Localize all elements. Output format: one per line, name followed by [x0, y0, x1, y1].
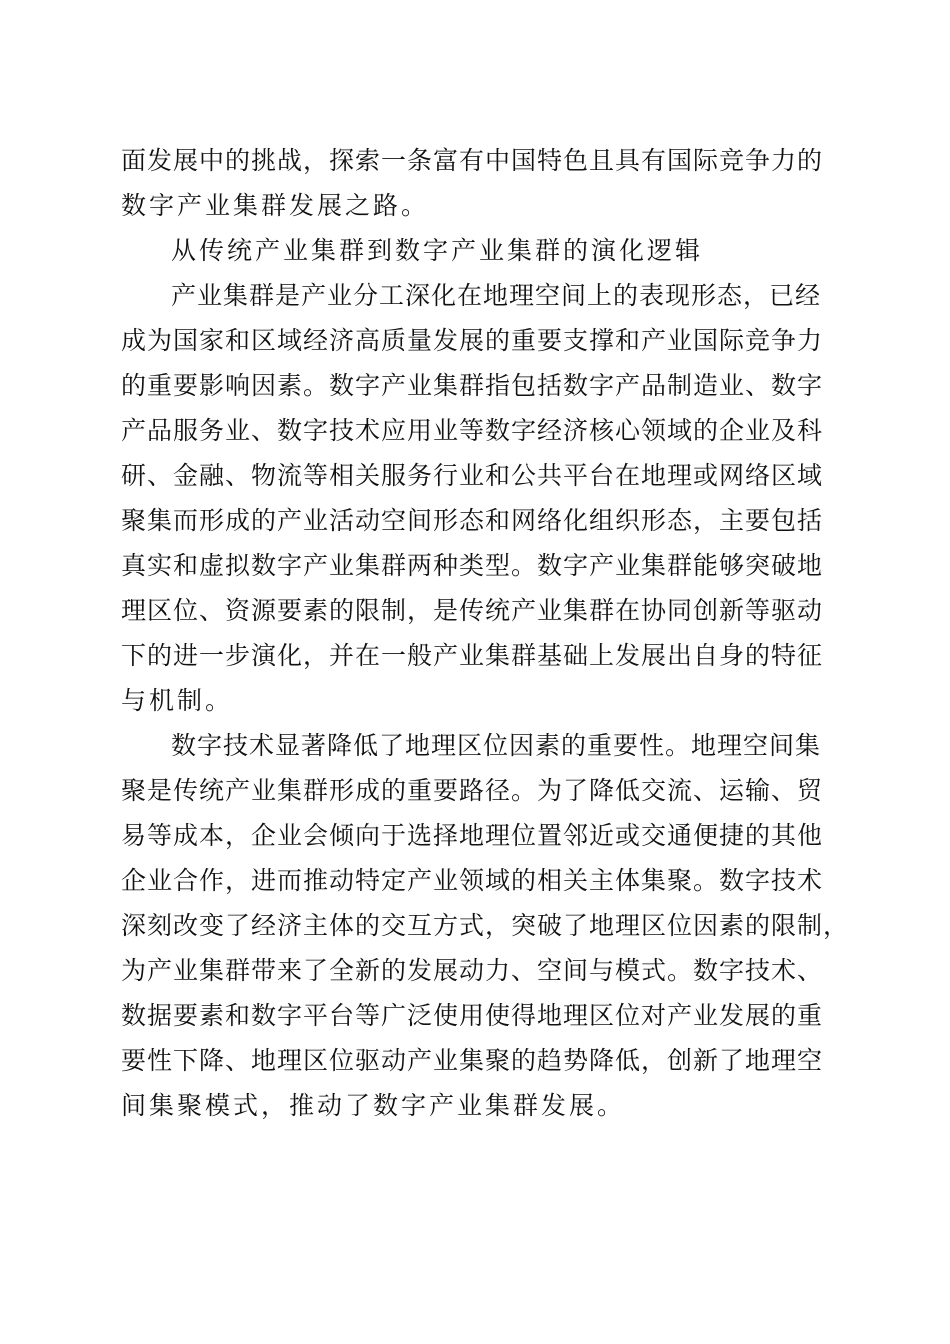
text-line: 真实和虚拟数字产业集群两种类型。数字产业集群能够突破地	[121, 551, 824, 580]
text-line: 为产业集群带来了全新的发展动力、空间与模式。数字技术、	[121, 956, 824, 985]
text-line: 成为国家和区域经济高质量发展的重要支撑和产业国际竞争力	[121, 326, 824, 355]
text-line: 研、金融、物流等相关服务行业和公共平台在地理或网络区域	[121, 461, 824, 490]
section-heading	[121, 228, 821, 273]
text-line: 数据要素和数字平台等广泛使用使得地理区位对产业发展的重	[121, 1001, 824, 1030]
text-line: 理区位、资源要素的限制，是传统产业集群在协同创新等驱动	[121, 596, 824, 625]
text-line: 面发展中的挑战，探索一条富有中国特色且具有国际竞争力的	[121, 146, 824, 175]
text-line: 聚是传统产业集群形成的重要路径。为了降低交流、运输、贸	[121, 776, 824, 805]
text-line: 企业合作，进而推动特定产业领域的相关主体集聚。数字技术	[121, 866, 824, 895]
paragraph	[121, 138, 824, 228]
text-line: 聚集而形成的产业活动空间形态和网络化组织形态，主要包括	[121, 506, 824, 535]
text-line: 产业集群是产业分工深化在地理空间上的表现形态，已经	[171, 281, 822, 310]
text-line: 从传统产业集群到数字产业集群的演化逻辑	[171, 236, 704, 265]
paragraph	[121, 273, 824, 723]
paragraph	[121, 723, 850, 1128]
text-line: 间集聚模式，推动了数字产业集群发展。	[121, 1091, 626, 1120]
text-line: 下的进一步演化，并在一般产业集群基础上发展出自身的特征	[121, 641, 824, 670]
text-line: 产品服务业、数字技术应用业等数字经济核心领域的企业及科	[121, 416, 824, 445]
text-line: 数字产业集群发展之路。	[121, 191, 430, 220]
document-page	[121, 138, 850, 1128]
text-line: 易等成本，企业会倾向于选择地理位置邻近或交通便捷的其他	[121, 821, 824, 850]
text-line: 要性下降、地理区位驱动产业集聚的趋势降低，创新了地理空	[121, 1046, 824, 1075]
text-line: 的重要影响因素。数字产业集群指包括数字产品制造业、数字	[121, 371, 824, 400]
text-line: 与机制。	[121, 686, 234, 715]
text-line: 深刻改变了经济主体的交互方式，突破了地理区位因素的限制，	[121, 911, 850, 940]
text-line: 数字技术显著降低了地理区位因素的重要性。地理空间集	[171, 731, 822, 760]
